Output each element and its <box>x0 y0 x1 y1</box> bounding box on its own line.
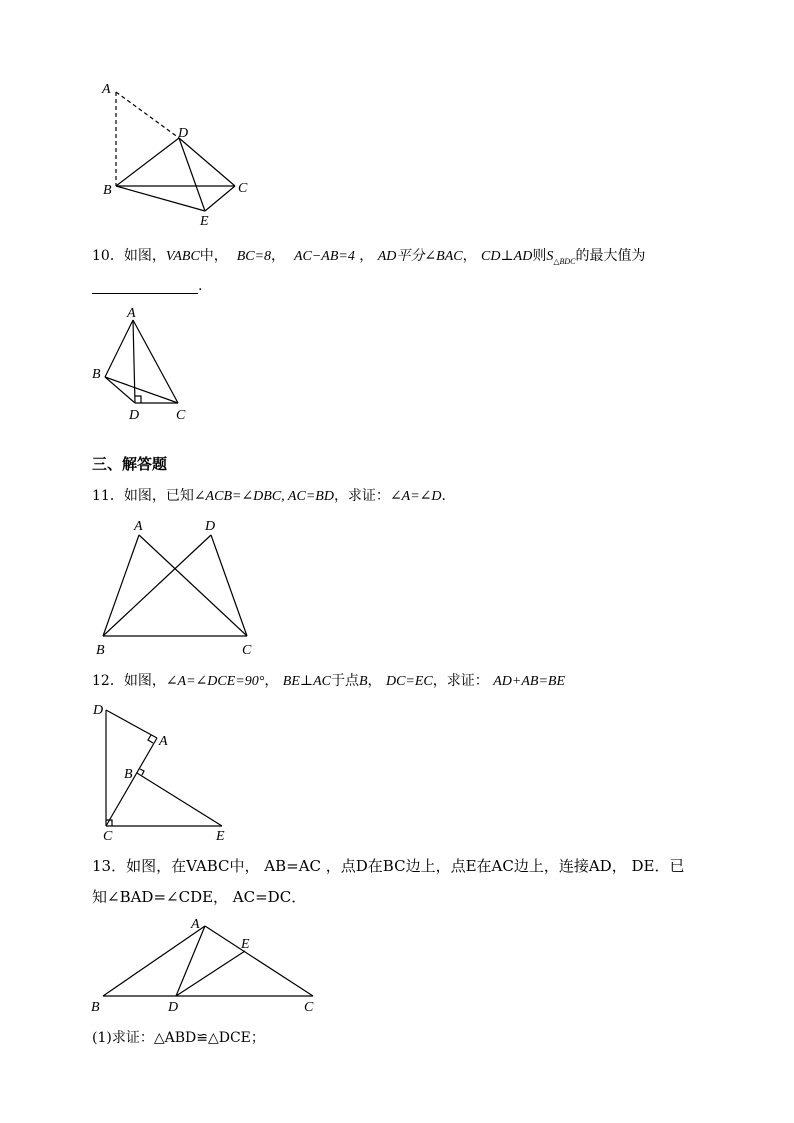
section-heading: 三、解答题 <box>92 455 168 473</box>
label-E: E <box>216 829 225 844</box>
q10-sep-3: ， <box>462 248 477 264</box>
label-D: D <box>93 703 104 718</box>
label-C: C <box>242 643 252 658</box>
q13-part-1: (1)求证：△ABD≌△DCE； <box>92 1030 265 1046</box>
label-E: E <box>241 937 250 952</box>
figure-q10 <box>88 302 208 427</box>
label-B: B <box>91 1000 100 1015</box>
label-A: A <box>159 734 168 749</box>
q10-end: . <box>198 278 203 294</box>
q10-area-subscript: △BDC <box>553 256 576 266</box>
q12-sep-1: ， <box>264 673 279 689</box>
q13-line-1: 13．如图，在VABC中， AB=AC ，点D在BC边上，点E在AC边上，连接AD， DE．已 <box>92 857 685 875</box>
q11-goal: ∠A=∠D <box>389 489 442 504</box>
q10-sep-1: ， <box>271 248 286 264</box>
figure-q12 <box>92 700 242 845</box>
label-D: D <box>178 126 189 141</box>
q11-text <box>92 485 446 505</box>
label-C: C <box>176 408 186 423</box>
q12-goal: AD+AB=BE <box>493 674 565 689</box>
label-B: B <box>124 767 133 782</box>
label-B: B <box>96 643 105 658</box>
label-A: A <box>134 519 143 534</box>
label-A: A <box>127 306 136 321</box>
label-A: A <box>102 82 111 97</box>
q10-area-symbol: S <box>546 249 554 264</box>
q10-answer-line <box>92 278 202 294</box>
figure-q11 <box>92 515 262 660</box>
q10-tail: 的最大值为 <box>575 248 646 264</box>
label-D: D <box>168 1000 179 1015</box>
label-B: B <box>92 367 101 382</box>
q11-condition: ∠ACB=∠DBC, AC=BD <box>193 489 334 504</box>
q12-text <box>92 670 565 690</box>
label-A: A <box>191 917 200 932</box>
q12-sep-2: ， <box>367 673 382 689</box>
label-C: C <box>238 181 248 196</box>
q10-sep-2: ， <box>359 248 374 264</box>
label-C: C <box>103 829 113 844</box>
label-E: E <box>200 214 209 229</box>
label-D: D <box>129 408 140 423</box>
q12-cond-3: DC=EC <box>385 674 433 689</box>
answer-blank[interactable] <box>92 279 198 294</box>
q12-prefix: 12．如图， <box>92 673 166 689</box>
q11-mid: ，求证： <box>333 488 390 504</box>
q10-cond-1: BC=8 <box>236 249 272 264</box>
figure-q9 <box>95 75 265 230</box>
q13-line-2: 知∠BAD=∠CDE， AC=DC． <box>92 888 307 906</box>
q11-prefix: 11．如图，已知 <box>92 488 194 504</box>
label-D: D <box>205 519 216 534</box>
q10-then: 则 <box>532 248 547 264</box>
q10-mid: 中， <box>199 248 228 264</box>
figure-q13 <box>88 912 328 1022</box>
q12-cond-2: BE⊥AC <box>282 674 331 689</box>
q12-point: B <box>358 674 368 689</box>
q10-cond-2: AC−AB=4 <box>293 249 355 264</box>
q10-text <box>92 245 645 266</box>
q12-cond-1: ∠A=∠DCE=90° <box>165 674 265 689</box>
q10-cond-4: CD⊥AD <box>481 249 533 264</box>
label-C: C <box>304 1000 314 1015</box>
q10-prefix: 10．如图， <box>92 248 166 264</box>
q12-mid-2: ，求证： <box>432 673 489 689</box>
q12-mid: 于点 <box>330 673 359 689</box>
q10-triangle: VABC <box>165 249 200 264</box>
label-B: B <box>103 183 112 198</box>
q10-cond-3: AD平分∠BAC <box>377 249 463 264</box>
q11-end: . <box>441 488 446 504</box>
